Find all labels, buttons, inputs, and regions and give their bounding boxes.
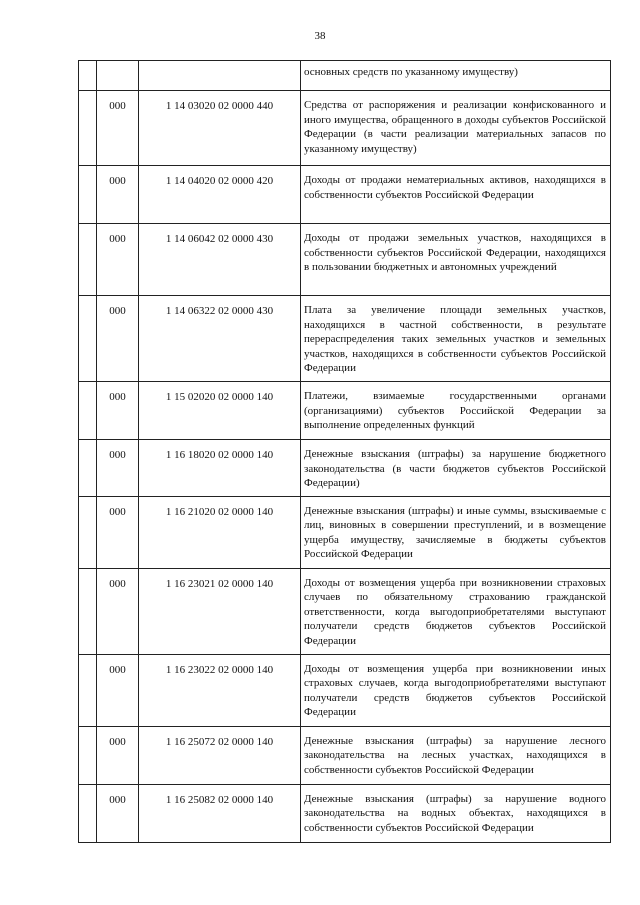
- budget-code-cell: 1 16 25072 02 0000 140: [139, 726, 301, 784]
- budget-code-cell: 1 14 06322 02 0000 430: [139, 296, 301, 382]
- table-row: [79, 654, 611, 726]
- table-row: [79, 91, 611, 166]
- admin-code-cell: 000: [97, 382, 139, 440]
- spacer-cell: [79, 784, 97, 842]
- table-row: [79, 440, 611, 497]
- description-cell: основных средств по указанному имуществу): [301, 61, 611, 91]
- spacer-cell: [79, 568, 97, 654]
- budget-code-cell: 1 14 06042 02 0000 430: [139, 224, 301, 296]
- spacer-cell: [79, 224, 97, 296]
- description-cell: Денежные взыскания (штрафы) за нарушение водного законодательства на водных объектах, находящихся в собственности субъектов Российской Федерации: [301, 784, 611, 842]
- budget-code-cell: 1 14 03020 02 0000 440: [139, 91, 301, 166]
- admin-code-cell: [97, 61, 139, 91]
- table-row: [79, 784, 611, 842]
- table-row: [79, 166, 611, 224]
- admin-code-cell: 000: [97, 496, 139, 568]
- admin-code-cell: 000: [97, 296, 139, 382]
- description-cell: Доходы от продажи земельных участков, находящихся в собственности субъектов Российской Федерации, находящихся в пользовании бюджетных и автономных учреждений: [301, 224, 611, 296]
- budget-code-cell: 1 16 23021 02 0000 140: [139, 568, 301, 654]
- description-cell: Платежи, взимаемые государственными органами (организациями) субъектов Российской Федерации за выполнение определенных функций: [301, 382, 611, 440]
- admin-code-cell: 000: [97, 166, 139, 224]
- spacer-cell: [79, 654, 97, 726]
- admin-code-cell: 000: [97, 440, 139, 497]
- budget-code-cell: 1 16 21020 02 0000 140: [139, 496, 301, 568]
- description-cell: Денежные взыскания (штрафы) за нарушение бюджетного законодательства (в части бюджетов субъектов Российской Федерации): [301, 440, 611, 497]
- table-row: [79, 382, 611, 440]
- admin-code-cell: 000: [97, 654, 139, 726]
- spacer-cell: [79, 166, 97, 224]
- table-row: [79, 224, 611, 296]
- budget-code-cell: 1 16 18020 02 0000 140: [139, 440, 301, 497]
- description-cell: Доходы от возмещения ущерба при возникновении иных страховых случаев, когда выгодоприобретателями выступают получатели средств бюджетов субъектов Российской Федерации: [301, 654, 611, 726]
- admin-code-cell: 000: [97, 224, 139, 296]
- table-row: [79, 496, 611, 568]
- spacer-cell: [79, 61, 97, 91]
- spacer-cell: [79, 440, 97, 497]
- spacer-cell: [79, 91, 97, 166]
- budget-code-cell: 1 15 02020 02 0000 140: [139, 382, 301, 440]
- admin-code-cell: 000: [97, 568, 139, 654]
- spacer-cell: [79, 496, 97, 568]
- budget-code-cell: 1 14 04020 02 0000 420: [139, 166, 301, 224]
- admin-code-cell: 000: [97, 91, 139, 166]
- table-row: [79, 726, 611, 784]
- table-row: [79, 568, 611, 654]
- table-row: [79, 61, 611, 91]
- description-cell: Доходы от продажи нематериальных активов, находящихся в собственности субъектов Российской Федерации: [301, 166, 611, 224]
- admin-code-cell: 000: [97, 784, 139, 842]
- description-cell: Денежные взыскания (штрафы) и иные суммы, взыскиваемые с лиц, виновных в совершении преступлений, и в возмещение ущерба имуществу, зачисляемые в бюджеты субъектов Российской Федерации: [301, 496, 611, 568]
- admin-code-cell: 000: [97, 726, 139, 784]
- spacer-cell: [79, 382, 97, 440]
- description-cell: Средства от распоряжения и реализации конфискованного и иного имущества, обращенного в доходы субъектов Российской Федерации (в части реализации материальных запасов по указанному имуществу): [301, 91, 611, 166]
- budget-code-cell: 1 16 25082 02 0000 140: [139, 784, 301, 842]
- page-number: 38: [314, 30, 326, 42]
- table-row: [79, 296, 611, 382]
- spacer-cell: [79, 726, 97, 784]
- spacer-cell: [79, 296, 97, 382]
- description-cell: Денежные взыскания (штрафы) за нарушение лесного законодательства на лесных участках, находящихся в собственности субъектов Российской Федерации: [301, 726, 611, 784]
- budget-code-cell: [139, 61, 301, 91]
- description-cell: Доходы от возмещения ущерба при возникновении страховых случаев по обязательному страхованию гражданской ответственности, когда выгодоприобретателями выступают получатели средств бюджетов субъектов Российской Федерации: [301, 568, 611, 654]
- description-cell: Плата за увеличение площади земельных участков, находящихся в частной собственности, в результате перераспределения таких земельных участков и земельных участков, находящихся в собственности субъектов Российской Федерации: [301, 296, 611, 382]
- revenue-codes-table: [78, 60, 611, 843]
- budget-code-cell: 1 16 23022 02 0000 140: [139, 654, 301, 726]
